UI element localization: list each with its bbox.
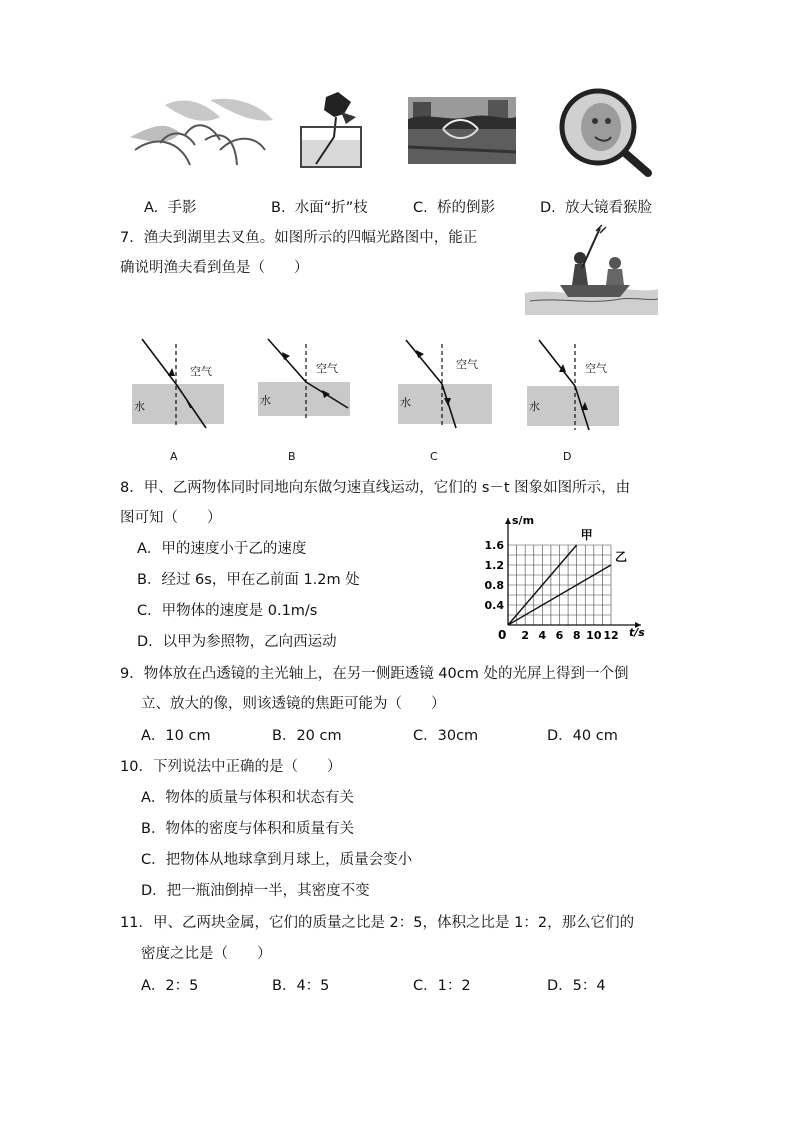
q7-diagram-d[interactable] bbox=[523, 338, 633, 463]
air-label: 空气 bbox=[585, 362, 607, 375]
q6-option-b[interactable] bbox=[271, 196, 368, 217]
diagram-letter: D bbox=[563, 450, 572, 463]
x-tick-label: 10 bbox=[586, 629, 602, 642]
q8-line2: 图可知（ ） bbox=[120, 510, 222, 526]
option-letter: C. bbox=[413, 200, 428, 216]
q10-option-b[interactable]: B．物体的密度与体积和质量有关 bbox=[141, 821, 354, 837]
series-label: 乙 bbox=[615, 550, 628, 564]
q11-option-d[interactable]: D．5：4 bbox=[547, 978, 606, 994]
q10-option-d[interactable]: D．把一瓶油倒掉一半，其密度不变 bbox=[141, 883, 370, 899]
y-axis-arrow bbox=[505, 518, 511, 524]
light-path-d bbox=[523, 338, 633, 433]
q7-diagram-b[interactable] bbox=[254, 338, 364, 463]
q8-option-c[interactable]: C．甲物体的速度是 0.1m/s bbox=[137, 603, 318, 619]
q11-option-a[interactable]: A．2：5 bbox=[141, 978, 199, 994]
q7-diagram-a[interactable] bbox=[128, 338, 238, 463]
air-label: 空气 bbox=[316, 362, 338, 375]
air-label: 空气 bbox=[190, 365, 212, 378]
diagram-letter: B bbox=[288, 450, 296, 463]
q7-diagram-c[interactable] bbox=[394, 338, 504, 463]
q11-option-c[interactable]: C．1：2 bbox=[413, 978, 471, 994]
option-text: 手影 bbox=[167, 200, 197, 216]
air-label: 空气 bbox=[456, 358, 478, 371]
x-tick-label: 4 bbox=[538, 629, 547, 642]
water-label: 水 bbox=[134, 400, 145, 413]
diagram-letter: C bbox=[430, 450, 438, 463]
q9-option-a[interactable]: A．10 cm bbox=[141, 728, 211, 744]
q9-option-d[interactable]: D．40 cm bbox=[547, 728, 618, 744]
diagram-letter: A bbox=[170, 450, 178, 463]
option-text: 放大镜看猴脸 bbox=[565, 200, 652, 216]
x-tick-label: 8 bbox=[572, 629, 581, 642]
q11-line1: 11．甲、乙两块金属，它们的质量之比是 2：5，体积之比是 1：2，那么它们的 bbox=[120, 915, 635, 931]
option-letter: A. bbox=[144, 200, 159, 216]
q8-option-d[interactable]: D．以甲为参照物，乙向西运动 bbox=[137, 634, 337, 650]
y-tick-label: 0.4 bbox=[484, 599, 504, 612]
x-tick-label: 6 bbox=[555, 629, 564, 642]
y-tick-label: 1.6 bbox=[484, 539, 504, 552]
light-path-c bbox=[394, 338, 504, 433]
bent-branch-image bbox=[296, 92, 366, 170]
light-path-a bbox=[128, 338, 238, 433]
q10-option-c[interactable]: C．把物体从地球拿到月球上，质量会变小 bbox=[141, 852, 413, 868]
magnifier-image bbox=[553, 87, 653, 177]
y-tick-label: 1.2 bbox=[484, 559, 504, 572]
q11-line2: 密度之比是（ ） bbox=[141, 946, 272, 962]
q6-option-d[interactable] bbox=[540, 196, 652, 217]
series-label: 甲 bbox=[580, 528, 593, 542]
water-label: 水 bbox=[400, 396, 411, 409]
q7-line2: 确说明渔夫看到鱼是（ ） bbox=[120, 260, 309, 276]
q7-line1: 7．渔夫到湖里去叉鱼。如图所示的四幅光路图中，能正 bbox=[120, 230, 478, 246]
q10-stem: 10．下列说法中正确的是（ ） bbox=[120, 759, 342, 775]
option-text: 水面“折”枝 bbox=[294, 200, 368, 216]
st-chart bbox=[470, 510, 655, 645]
q11-option-b[interactable]: B．4：5 bbox=[272, 978, 330, 994]
q6-option-a[interactable] bbox=[144, 196, 197, 217]
q9-line1: 9．物体放在凸透镜的主光轴上，在另一侧距透镜 40cm 处的光屏上得到一个倒 bbox=[120, 666, 629, 682]
fisherman-image bbox=[520, 223, 660, 315]
x-tick-label: 0 bbox=[498, 628, 507, 642]
q8-line1: 8．甲、乙两物体同时同地向东做匀速直线运动，它们的 s－t 图象如图所示，由 bbox=[120, 480, 631, 496]
q9-option-b[interactable]: B．20 cm bbox=[272, 728, 342, 744]
bridge-reflection-image bbox=[408, 97, 516, 164]
x-tick-label: 2 bbox=[521, 629, 529, 642]
q9-option-c[interactable]: C．30cm bbox=[413, 728, 479, 744]
y-tick-label: 0.8 bbox=[484, 579, 504, 592]
q10-option-a[interactable]: A．物体的质量与体积和状态有关 bbox=[141, 790, 354, 806]
q9-line2: 立、放大的像，则该透镜的焦距可能为（ ） bbox=[141, 696, 446, 712]
option-letter: D. bbox=[540, 200, 556, 216]
light-path-b bbox=[254, 338, 364, 433]
option-text: 桥的倒影 bbox=[436, 200, 495, 216]
x-axis-label: t/s bbox=[629, 626, 645, 639]
option-letter: B. bbox=[271, 200, 286, 216]
q8-option-b[interactable]: B．经过 6s，甲在乙前面 1.2m 处 bbox=[137, 572, 360, 588]
hand-shadow-image bbox=[125, 95, 275, 170]
water-label: 水 bbox=[529, 400, 540, 413]
q6-option-c[interactable] bbox=[413, 196, 495, 217]
y-axis-label: s/m bbox=[512, 514, 535, 527]
water-label: 水 bbox=[260, 394, 271, 407]
x-tick-label: 12 bbox=[603, 629, 619, 642]
q8-option-a[interactable]: A．甲的速度小于乙的速度 bbox=[137, 541, 307, 557]
